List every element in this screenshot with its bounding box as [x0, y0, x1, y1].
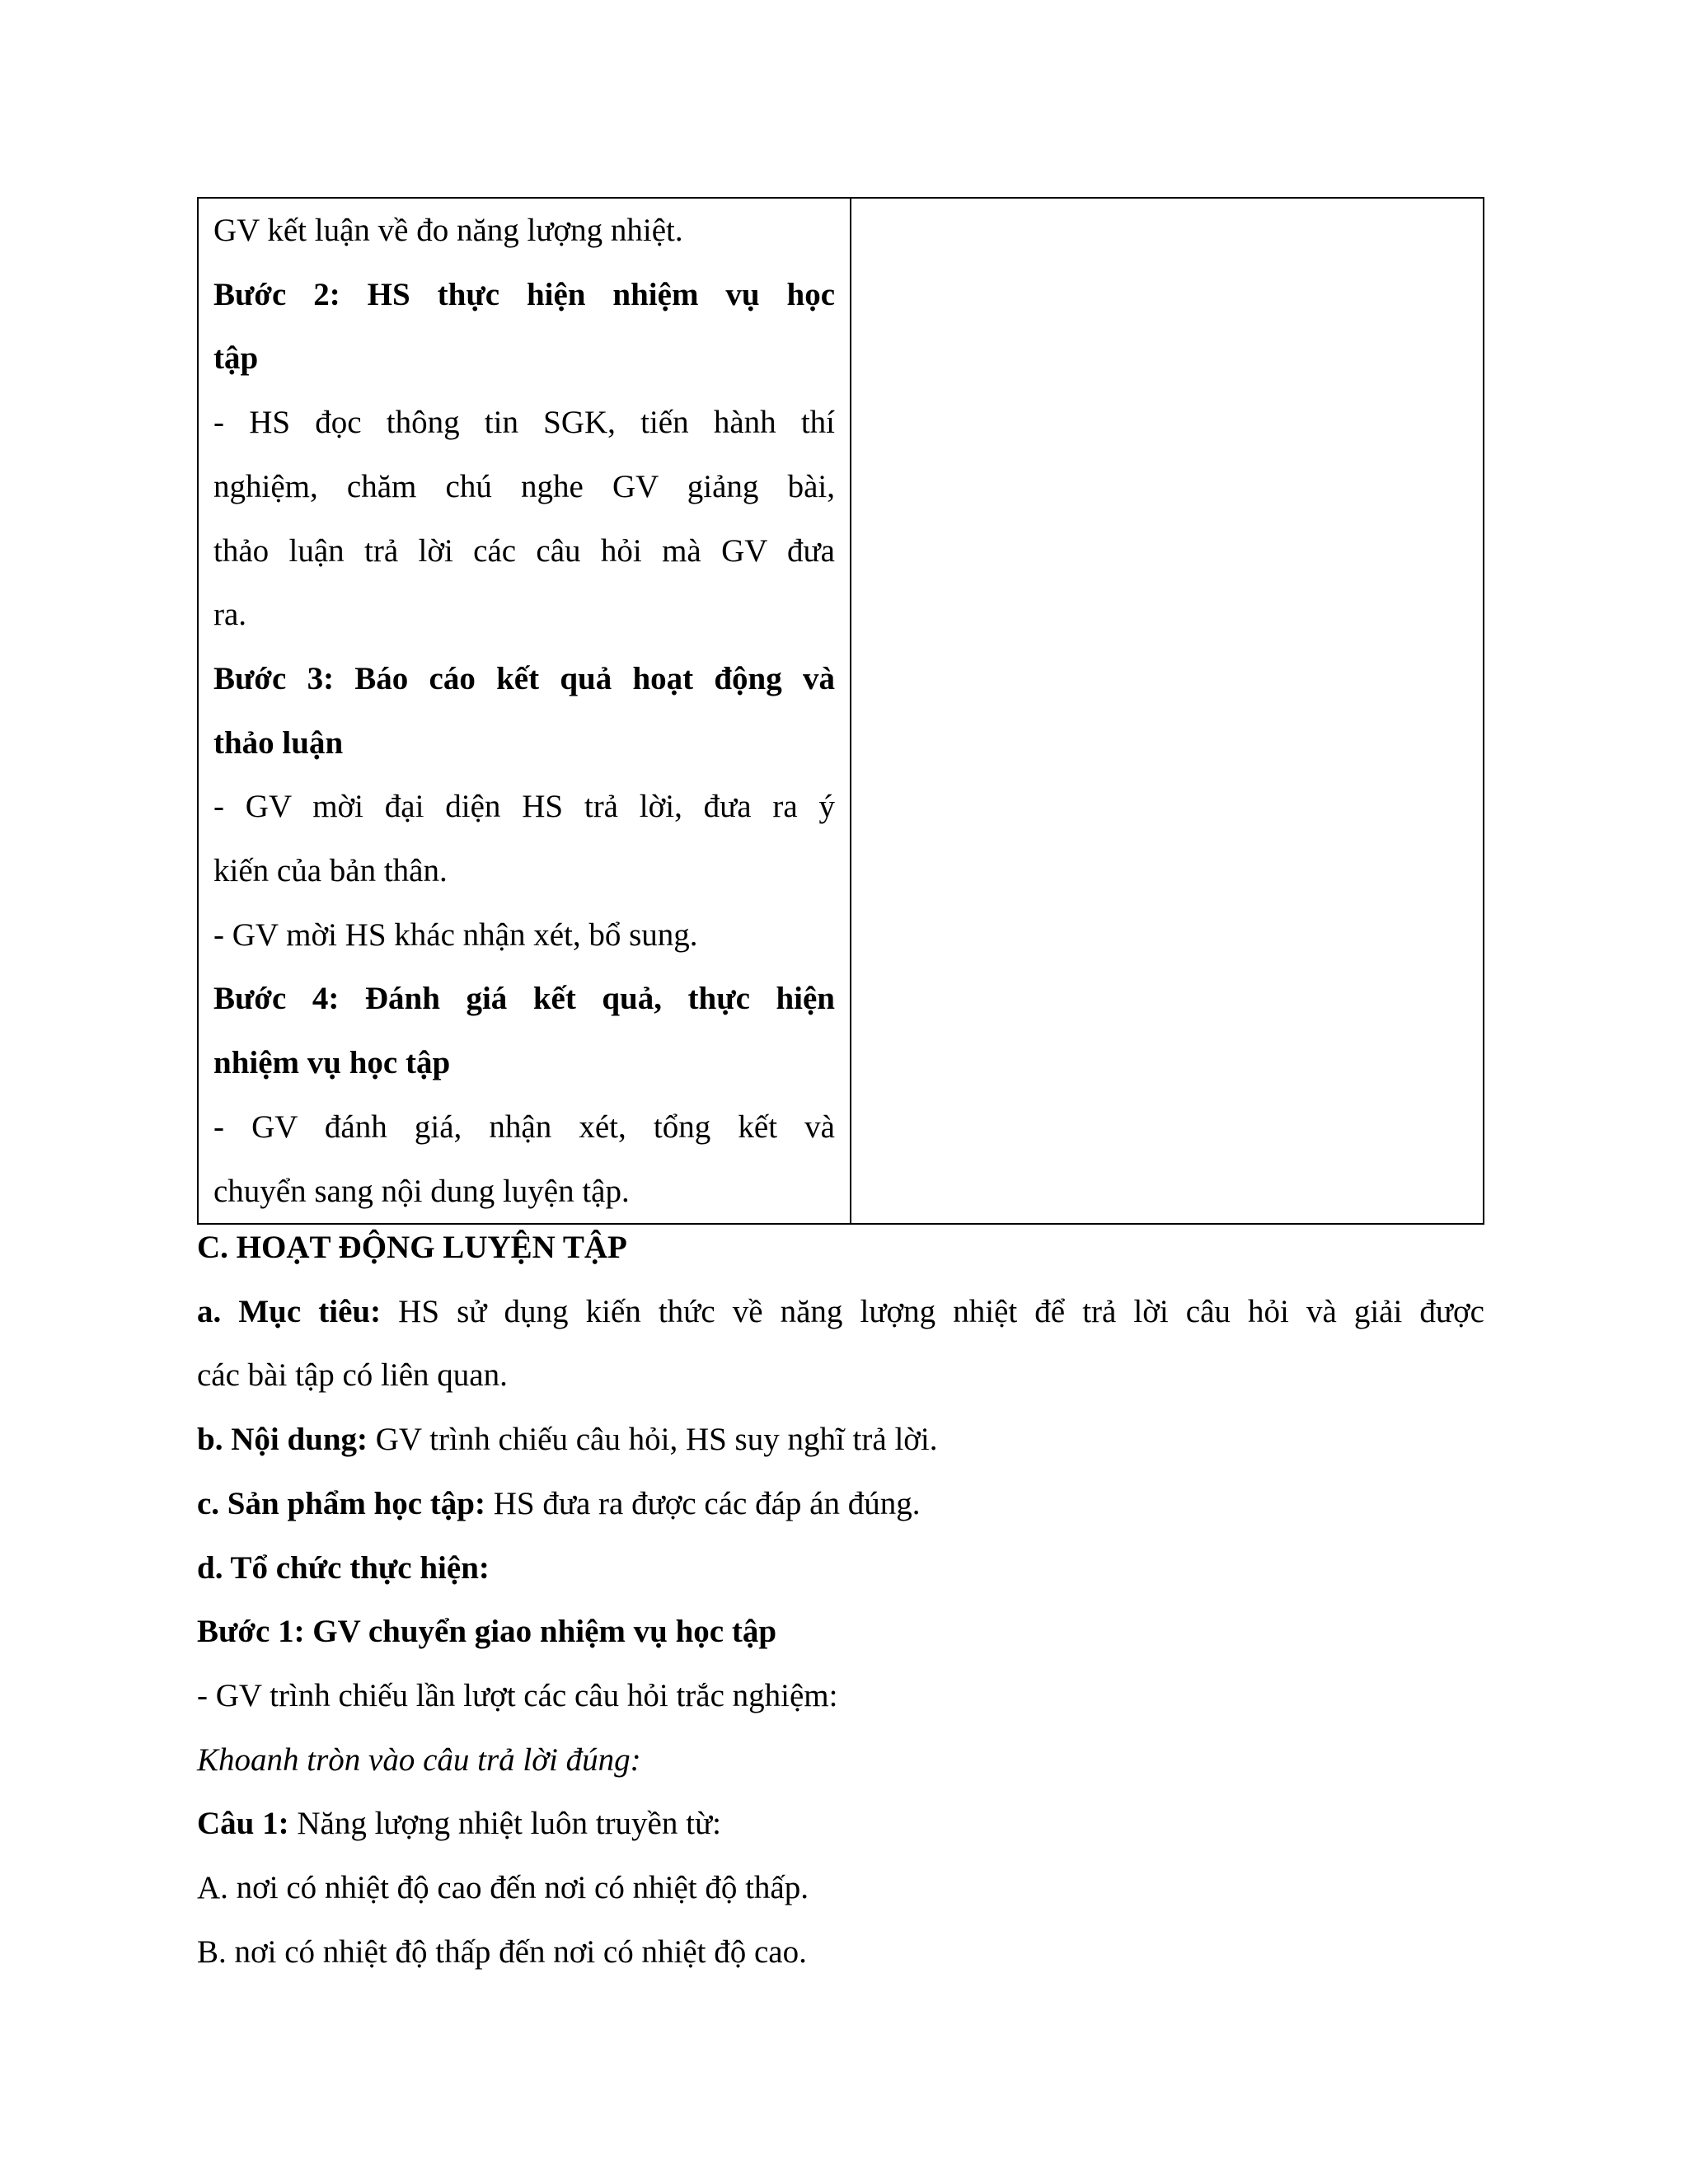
organization-line — [197, 1536, 1484, 1601]
step1-text: - GV trình chiếu lần lượt các câu hỏi trắc nghiệm: — [197, 1677, 838, 1713]
organization-label: d. Tổ chức thực hiện: — [197, 1549, 490, 1586]
objective-line-cont: các bài tập có liên quan. — [197, 1357, 508, 1394]
expected-outcome-cell — [851, 198, 1484, 1224]
instruction-line: Khoanh tròn vào câu trả lời đúng: — [197, 1741, 641, 1778]
cell-line: - GV mời đại diện HS trả lời, đưa ra ý — [213, 789, 835, 825]
content-line: b. Nội dung: GV trình chiếu câu hỏi, HS suy nghĩ trả lời. — [197, 1422, 938, 1458]
option-a: A. nơi có nhiệt độ cao đến nơi có nhiệt độ thấp. — [197, 1870, 809, 1906]
cell-line: chuyển sang nội dung luyện tập. — [213, 1173, 630, 1209]
step3-heading: Bước 3: Báo cáo kết quả hoạt động và — [213, 660, 835, 696]
question-1: Câu 1: Năng lượng nhiệt luôn truyền từ: — [197, 1806, 721, 1842]
product-label: c. Sản phẩm học tập: — [197, 1485, 485, 1521]
question-1-label: Câu 1: — [197, 1806, 289, 1842]
table-row — [198, 198, 1484, 1224]
product-line: c. Sản phẩm học tập: HS đưa ra được các đáp án đúng. — [197, 1485, 921, 1521]
cell-line: - GV mời HS khác nhận xét, bổ sung. — [213, 916, 698, 953]
cell-line: thảo luận trả lời các câu hỏi mà GV đưa — [213, 532, 835, 569]
objective-label: a. Mục tiêu: — [197, 1293, 382, 1329]
step2-heading: Bước 2: HS thực hiện nhiệm vụ học — [213, 276, 835, 312]
content-label: b. Nội dung: — [197, 1422, 368, 1458]
cell-line: ra. — [213, 597, 247, 633]
practice-section — [197, 1216, 1484, 1984]
activity-table — [197, 197, 1484, 1225]
objective-line: a. Mục tiêu: HS sử dụng kiến thức về năng lượng nhiệt để trả lời câu hỏi và giải được — [197, 1293, 1484, 1329]
cell-line: kiến của bản thân. — [213, 853, 448, 889]
step4-heading-cont: nhiệm vụ học tập — [213, 1045, 451, 1081]
cell-line: - GV đánh giá, nhận xét, tổng kết và — [213, 1108, 835, 1145]
teacher-student-activity-cell — [198, 198, 851, 1224]
step1-heading: Bước 1: GV chuyển giao nhiệm vụ học tập — [197, 1614, 777, 1650]
option-b: B. nơi có nhiệt độ thấp đến nơi có nhiệt độ cao. — [197, 1933, 807, 1970]
cell-line: GV kết luận về đo năng lượng nhiệt. — [213, 213, 683, 248]
cell-line: nghiệm, chăm chú nghe GV giảng bài, — [213, 468, 835, 504]
cell-line: - HS đọc thông tin SGK, tiến hành thí — [213, 405, 835, 441]
step4-heading: Bước 4: Đánh giá kết quả, thực hiện — [213, 981, 835, 1017]
step3-heading-cont: thảo luận — [213, 724, 344, 761]
step2-heading-cont: tập — [213, 340, 259, 377]
section-title: C. HOẠT ĐỘNG LUYỆN TẬP — [197, 1230, 627, 1265]
